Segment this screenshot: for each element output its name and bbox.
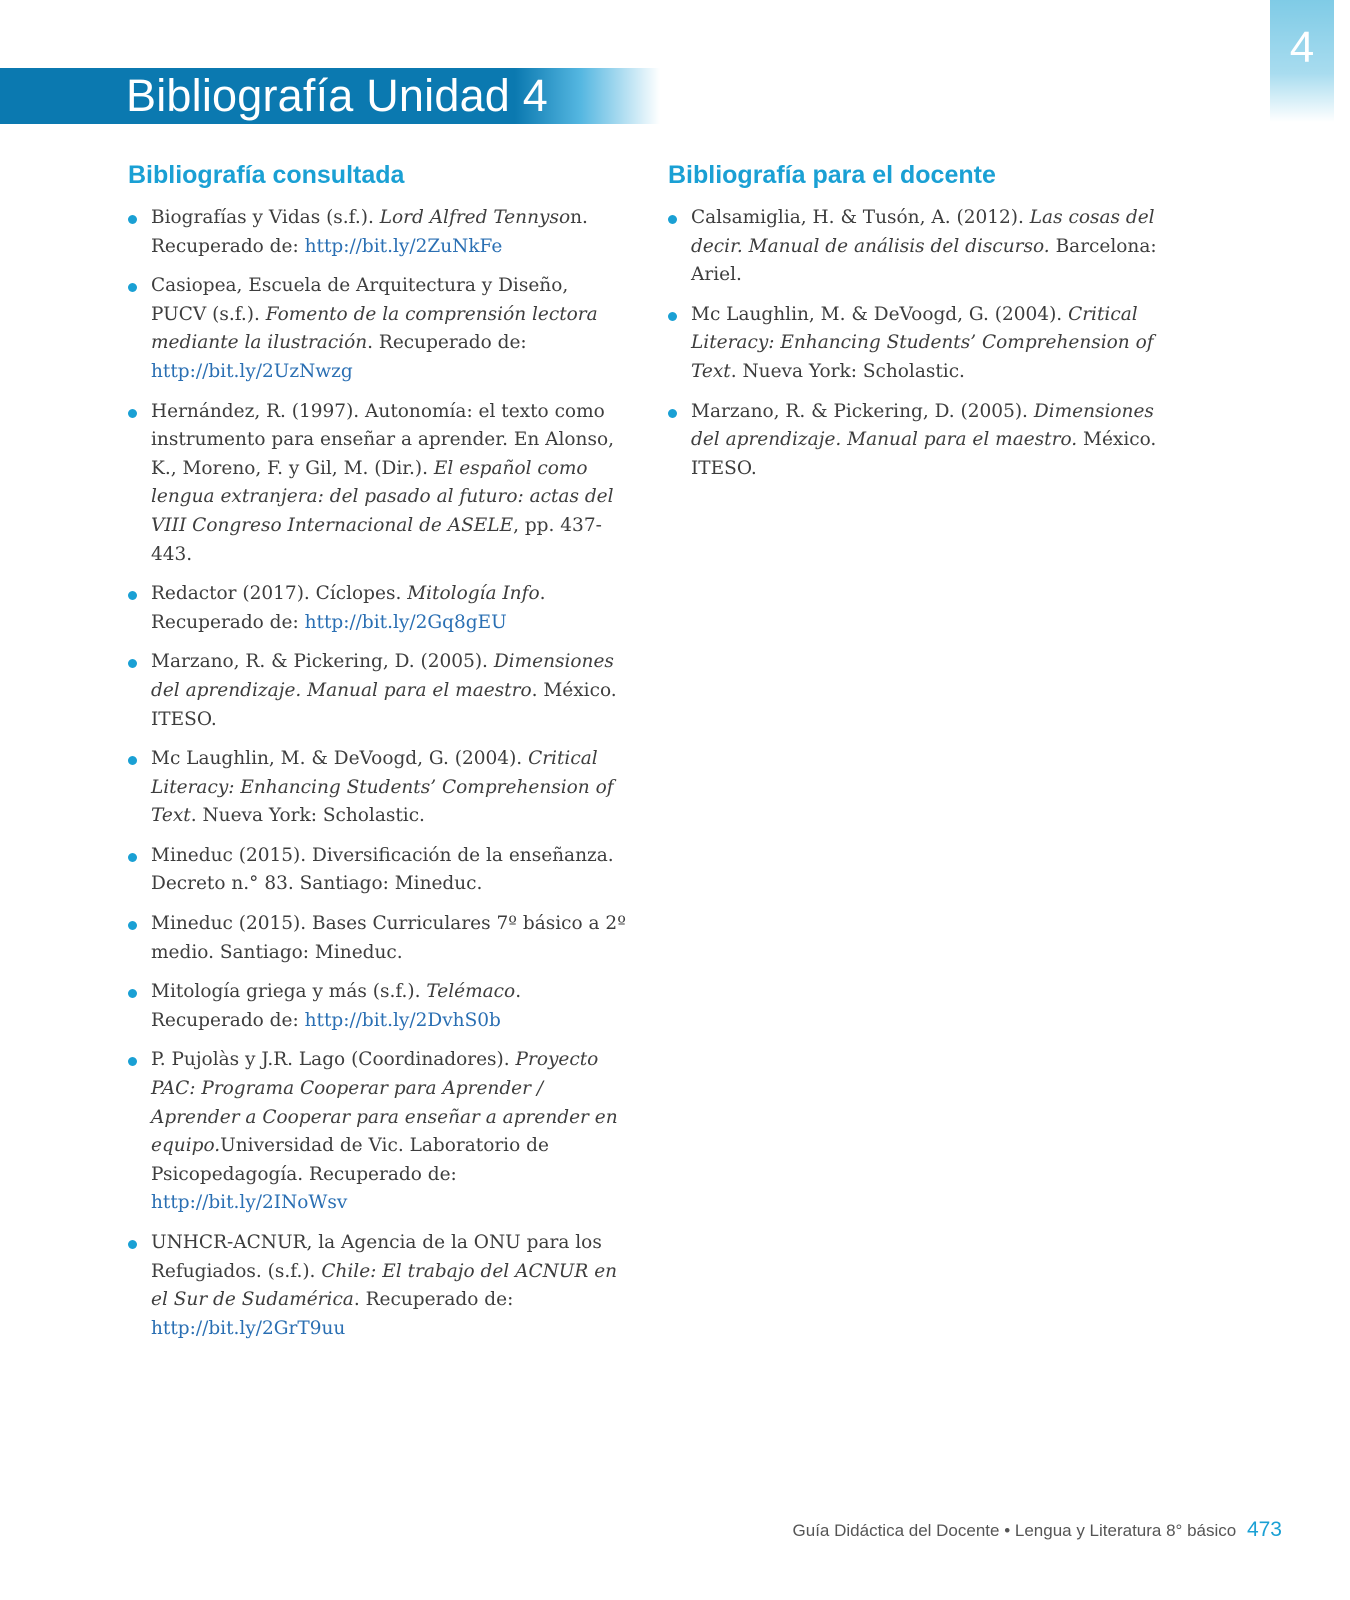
reference-link[interactable]: http://bit.ly/2UzNwzg [151,360,353,382]
teacher-bibliography [668,160,1168,494]
reference-title: Mitología Info [407,583,540,605]
reference-link[interactable]: http://bit.ly/2INoWsv [151,1192,348,1214]
reference-link[interactable]: http://bit.ly/2Gq8gEU [304,611,507,633]
reference-link[interactable]: http://bit.ly/2GrT9uu [151,1317,346,1339]
reference-title: Critical Literacy: Enhancing Students’ Comprehension of Text [691,303,1154,382]
reference-item [128,1229,628,1343]
reference-link[interactable]: http://bit.ly/2DvhS0b [304,1009,501,1031]
reference-item [668,398,1168,484]
reference-text: , pp. 437-443. [151,514,602,565]
reference-item [128,745,628,831]
section-heading-teacher: Bibliografía para el docente [668,161,996,189]
reference-title: Chile: El trabajo del ACNUR en el Sur de Sudamérica [151,1260,618,1311]
reference-text: Calsamiglia, H. & Tusón, A. (2012). [691,207,1030,228]
page-number: 473 [1246,1518,1282,1541]
unit-tab [1270,0,1334,122]
reference-text: n. Recuperado de: [151,207,588,257]
page-footer [793,1518,1282,1543]
consulted-bibliography [128,160,628,1354]
reference-text: Universidad de Vic. Laboratorio de Psicopedagogía. Recuperado de: [151,1135,549,1185]
reference-item [128,910,628,967]
reference-item [128,842,628,899]
reference-text: Barcelona: Ariel. [691,235,1157,286]
reference-text: Mc Laughlin, M. & DeVoogd, G. (2004). [691,303,1069,325]
reference-text: . Nueva York: Scholastic. [190,805,425,827]
reference-title: Dimensiones del aprendizaje. Manual para el maestro [151,651,614,701]
reference-title: Critical Literacy: Enhancing Students’ Comprehension of Text [151,748,614,827]
reference-title: Fomento de la comprensión lectora mediante la ilustración [151,303,598,354]
reference-text: Mineduc (2015). Bases Curriculares 7º básico a 2º medio. Santiago: Mineduc. [151,913,626,963]
reference-text: Mineduc (2015). Diversificación de la enseñanza. Decreto n.° 83. Santiago: Mineduc. [151,844,614,895]
page-title: Bibliografía Unidad 4 [126,70,548,121]
reference-text: . Recuperado de: [151,583,546,633]
reference-item [128,978,628,1035]
reference-text: . Recuperado de: [367,332,527,354]
unit-number: 4 [1289,23,1315,72]
reference-text: Marzano, R. & Pickering, D. (2005). [151,651,494,673]
reference-item [128,580,628,637]
reference-item [668,301,1168,387]
reference-text: Casiopea, Escuela de Arquitectura y Diseño, PUCV (s.f.). [151,275,569,325]
reference-item [128,648,628,734]
reference-title: Dimensiones del aprendizaje. Manual para el maestro. [691,400,1154,451]
reference-text: Redactor (2017). Cíclopes. [151,583,408,605]
reference-title: Las cosas del decir. Manual de análisis del discurso. [691,207,1155,257]
reference-text: Hernández, R. (1997). Autonomía: el texto como instrumento para enseñar a aprender. En Alonso, K., Moreno, F. y Gil, M. (Dir.). [151,400,614,479]
reference-link[interactable]: http://bit.ly/2ZuNkFe [304,235,503,257]
reference-item [128,204,628,261]
reference-item [668,204,1168,290]
reference-title: Proyecto PAC: Programa Cooperar para Aprender / Aprender a Cooperar para enseñar a aprender en equipo. [151,1049,618,1157]
reference-item [128,1046,628,1218]
reference-text: . México. ITESO. [151,679,617,730]
reference-list [128,204,628,1343]
reference-item [128,272,628,386]
reference-text: Mc Laughlin, M. & DeVoogd, G. (2004). [151,748,529,770]
section-heading-consulted: Bibliografía consultada [128,161,405,189]
reference-title: Telémaco [426,981,516,1003]
reference-text: . Nueva York: Scholastic. [730,360,965,382]
reference-text: México. ITESO. [691,429,1157,479]
reference-text: Marzano, R. & Pickering, D. (2005). [691,400,1034,422]
title-banner [0,68,660,124]
reference-text: . Recuperado de: [353,1289,514,1311]
reference-list [668,204,1168,483]
reference-text: UNHCR-ACNUR, la Agencia de la ONU para los Refugiados. (s.f.). [151,1232,602,1282]
footer-text: Guía Didáctica del Docente • Lengua y Literatura 8° básico [792,1521,1237,1540]
reference-item [128,398,628,570]
reference-text: Mitología griega y más (s.f.). [151,981,427,1003]
reference-title: El español como lengua extranjera: del pasado al futuro: actas del VIII Congreso Internacional de ASELE [151,457,614,536]
reference-title: Lord Alfred Tennyso [379,207,571,228]
reference-text: . Recuperado de: [151,981,522,1031]
reference-text: P. Pujolàs y J.R. Lago (Coordinadores). [151,1049,516,1071]
reference-text: Biografías y Vidas (s.f.). [151,207,380,228]
